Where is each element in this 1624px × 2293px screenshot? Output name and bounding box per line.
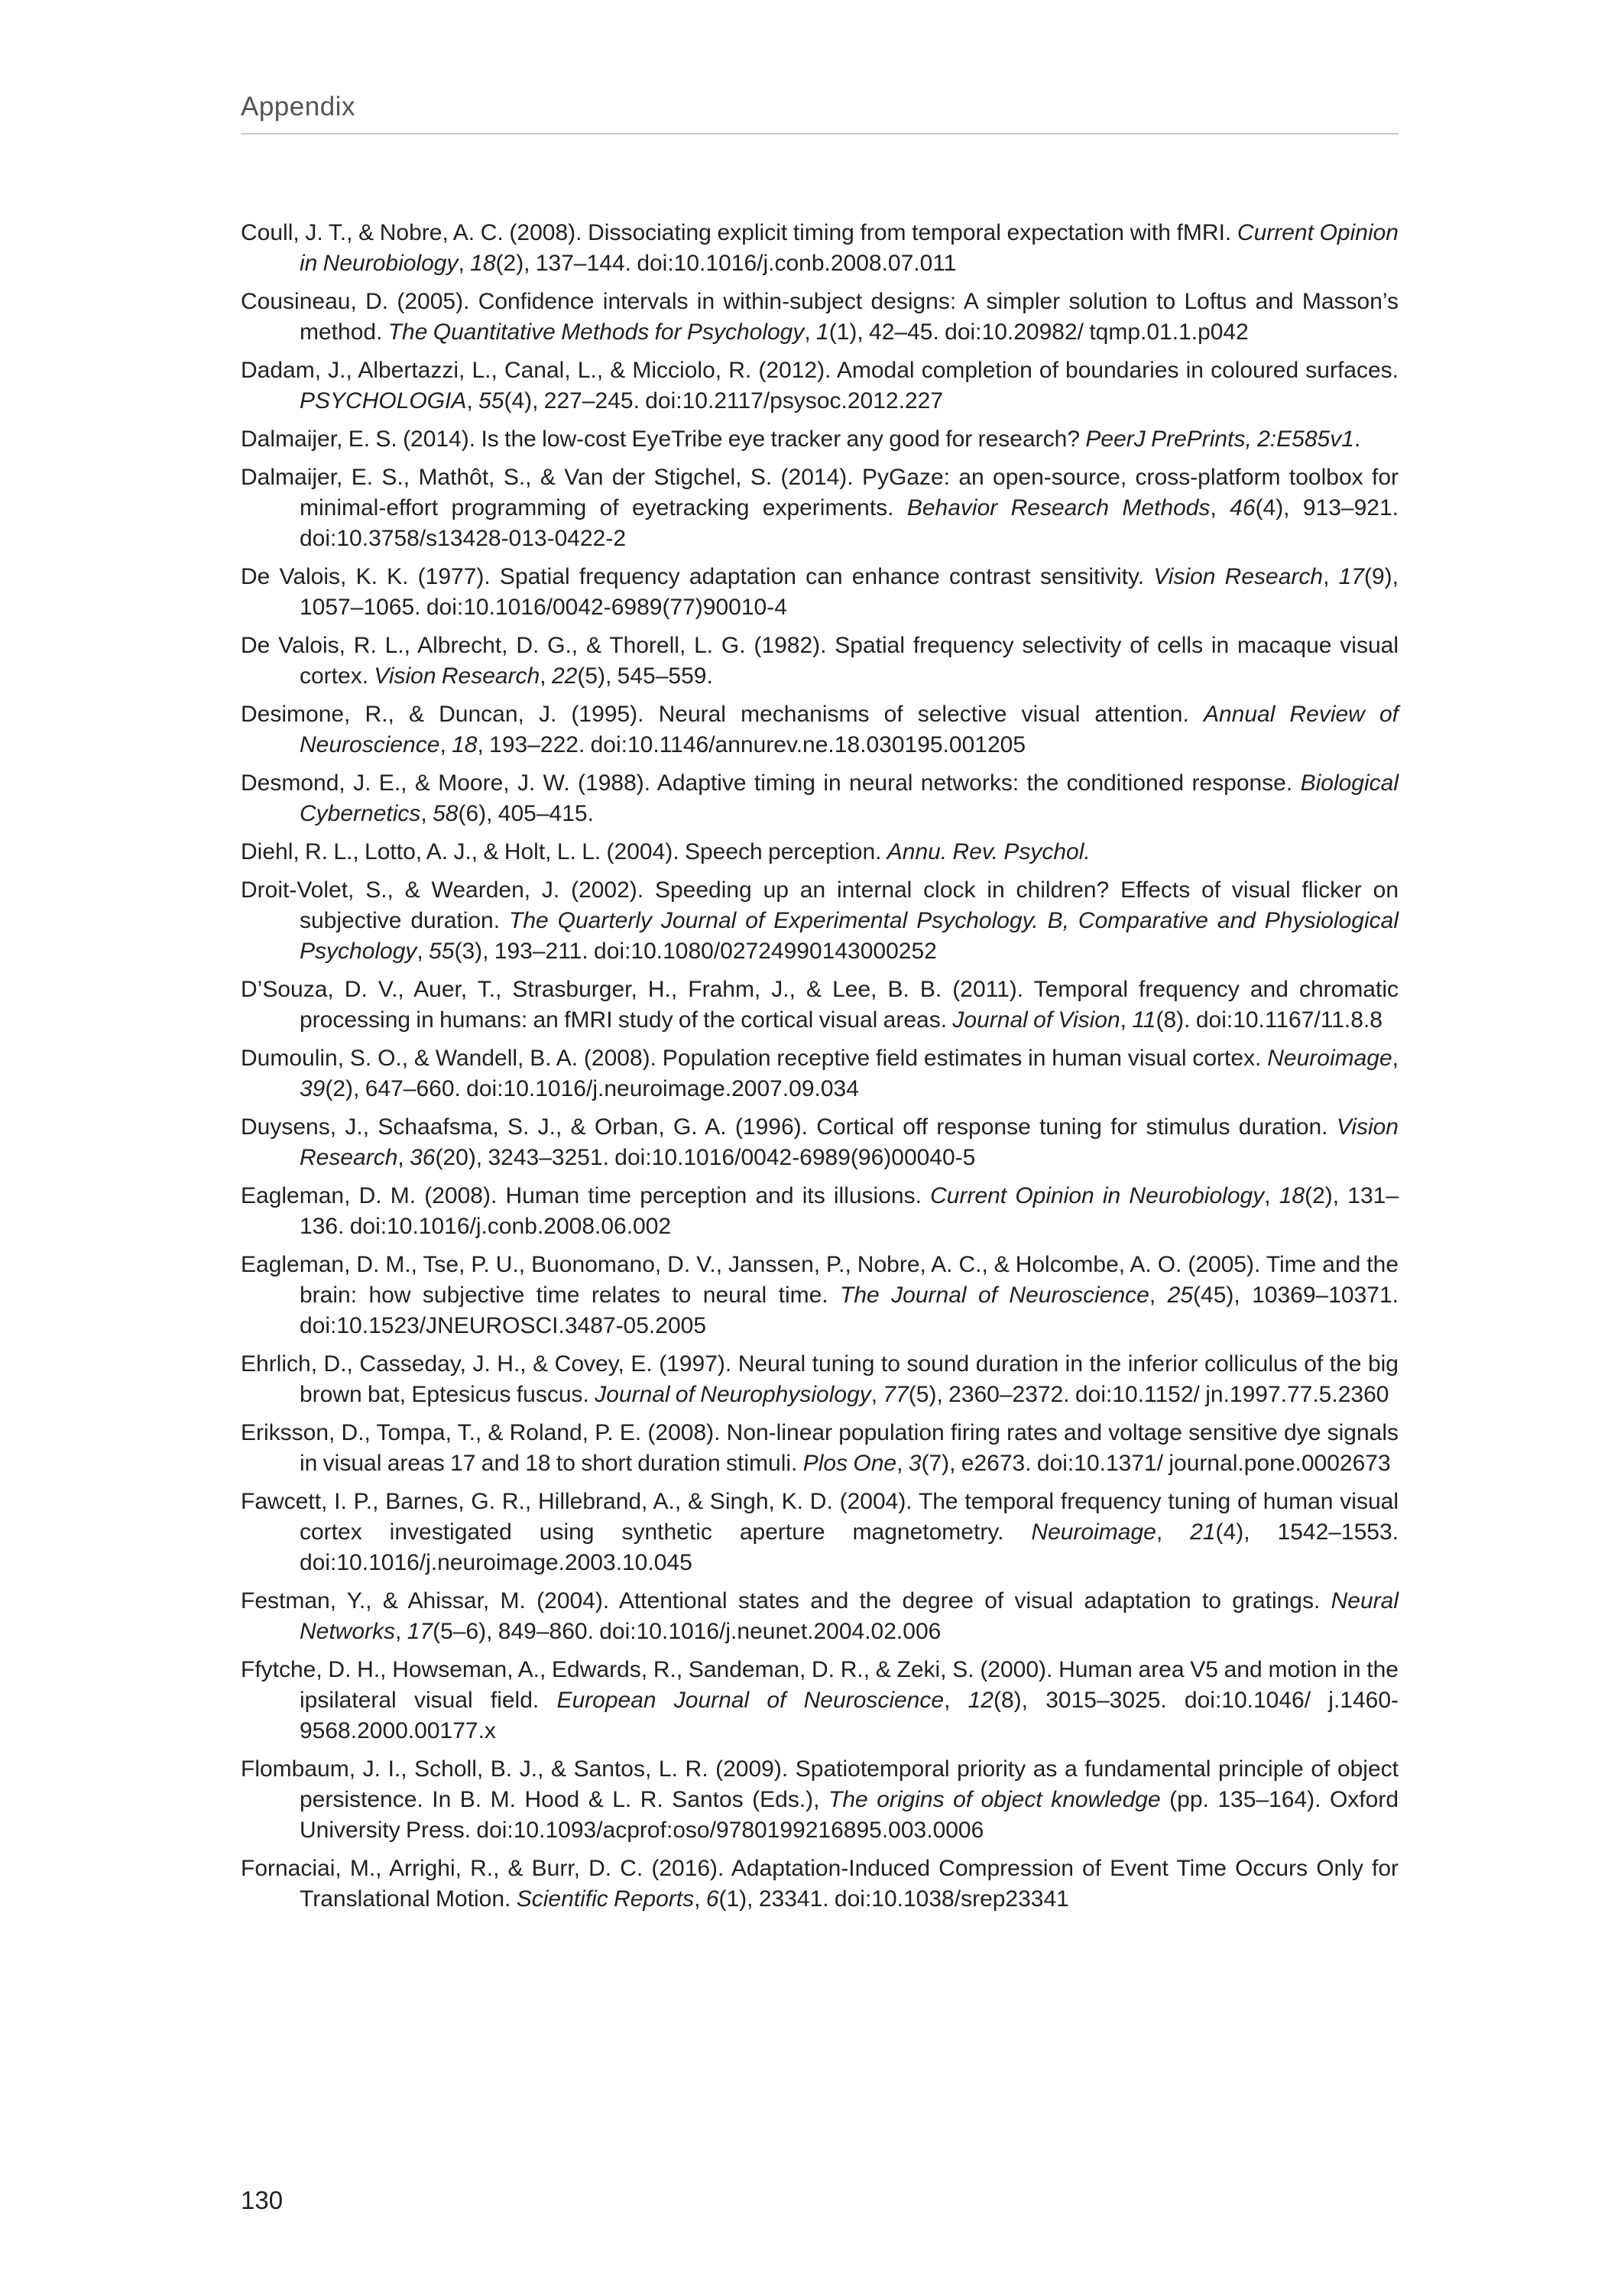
reference-text: , xyxy=(804,319,817,345)
reference-text: (2), 647–660. doi:10.1016/j.neuroimage.2007.09.034 xyxy=(325,1076,859,1101)
reference-text: Dalmaijer, E. S. (2014). Is the low-cost EyeTribe eye tracker any good for research? xyxy=(241,426,1086,452)
reference-italic-text: Annual Review of Neuroscience xyxy=(300,702,1399,757)
reference-italic-text: Vision Research xyxy=(300,1114,1399,1170)
reference-entry xyxy=(241,1586,1399,1647)
reference-italic-text: 25 xyxy=(1167,1283,1194,1308)
reference-text: (45), 10369–10371. doi:10.1523/JNEUROSCI.3487-05.2005 xyxy=(300,1283,1399,1338)
reference-text: (7), e2673. doi:10.1371/ journal.pone.0002673 xyxy=(921,1451,1391,1476)
reference-italic-text: Neuroimage xyxy=(1031,1519,1156,1545)
header-title: Appendix xyxy=(241,92,355,122)
reference-entry xyxy=(241,631,1399,692)
reference-italic-text: Scientific Reports xyxy=(516,1886,695,1912)
reference-list xyxy=(241,218,1399,1922)
reference-text: , xyxy=(870,1382,883,1407)
reference-text: Dadam, J., Albertazzi, L., Canal, L., & Micciolo, R. (2012). Amodal completion of boundaries in coloured surfaces. xyxy=(241,358,1399,383)
reference-italic-text: The Journal of Neuroscience xyxy=(840,1283,1149,1308)
reference-italic-text: Current Opinion in Neurobiology xyxy=(300,220,1399,276)
reference-text: , xyxy=(540,663,552,689)
reference-text: (pp. 135–164). Oxford University Press. doi:10.1093/acprof:oso/9780199216895.003.0006 xyxy=(300,1787,1399,1843)
reference-entry xyxy=(241,1754,1399,1846)
reference-text: (2), 131–136. doi:10.1016/j.conb.2008.06.002 xyxy=(300,1183,1399,1239)
reference-entry xyxy=(241,424,1399,455)
reference-text: , xyxy=(1156,1519,1191,1545)
reference-entry xyxy=(241,1112,1399,1173)
reference-italic-text: Neural Networks xyxy=(300,1588,1399,1644)
reference-text: , xyxy=(458,251,471,276)
reference-entry xyxy=(241,975,1399,1036)
page-number: 130 xyxy=(241,2186,284,2214)
reference-italic-text: Current Opinion in Neurobiology xyxy=(930,1183,1265,1208)
reference-italic-text: The Quantitative Methods for Psychology xyxy=(387,319,805,345)
reference-text: (1), 23341. doi:10.1038/srep23341 xyxy=(718,1886,1069,1912)
reference-entry xyxy=(241,1655,1399,1747)
reference-italic-text: Behavior Research Methods xyxy=(906,495,1211,521)
reference-text: (2), 137–144. doi:10.1016/j.conb.2008.07.011 xyxy=(495,251,957,276)
reference-text: Flombaum, J. I., Scholl, B. J., & Santos, L. R. (2009). Spatiotemporal priority as a fundamental principle of object persistence. In B. M. Hood & L. R. Santos (Eds.), xyxy=(241,1756,1399,1812)
reference-entry xyxy=(241,218,1399,279)
reference-italic-text: 77 xyxy=(883,1382,909,1407)
reference-italic-text: 18 xyxy=(452,732,478,757)
reference-text: Dumoulin, S. O., & Wandell, B. A. (2008). Population receptive field estimates in human visual cortex. xyxy=(241,1046,1268,1071)
reference-italic-text: 39 xyxy=(300,1076,326,1101)
reference-text: (5), 2360–2372. doi:10.1152/ jn.1997.77.5.2360 xyxy=(908,1382,1389,1407)
reference-italic-text: 22 xyxy=(551,663,578,689)
reference-italic-text: 36 xyxy=(410,1145,436,1170)
reference-text: Dalmaijer, E. S., Mathôt, S., & Van der Stigchel, S. (2014). PyGaze: an open-source, cross-platform toolbox for minimal-effort programming of eyetracking experiments. xyxy=(241,465,1399,521)
reference-italic-text: 17 xyxy=(1338,564,1364,589)
reference-entry xyxy=(241,699,1399,761)
reference-text: (8). doi:10.1167/11.8.8 xyxy=(1156,1007,1383,1033)
reference-italic-text: The origins of object knowledge xyxy=(828,1787,1161,1812)
reference-entry xyxy=(241,287,1399,348)
reference-text: , xyxy=(1120,1007,1133,1033)
reference-text: , xyxy=(1264,1183,1279,1208)
reference-italic-text: 55 xyxy=(478,388,504,414)
reference-text: , xyxy=(944,1688,968,1713)
reference-text: Eagleman, D. M., Tse, P. U., Buonomano, D. V., Janssen, P., Nobre, A. C., & Holcombe, A. O. (2005). Time and the brain: how subjective time relates to neural time. xyxy=(241,1252,1399,1308)
reference-text: Coull, J. T., & Nobre, A. C. (2008). Dissociating explicit timing from temporal expectation with fMRI. xyxy=(241,220,1237,245)
reference-text: , 193–222. doi:10.1146/annurev.ne.18.030195.001205 xyxy=(477,732,1026,757)
reference-text: Desmond, J. E., & Moore, J. W. (1988). Adaptive timing in neural networks: the conditioned response. xyxy=(241,770,1301,796)
reference-text: (9), 1057–1065. doi:10.1016/0042-6989(77)90010-4 xyxy=(300,564,1399,620)
reference-text: Desimone, R., & Duncan, J. (1995). Neural mechanisms of selective visual attention. xyxy=(241,702,1204,727)
running-header xyxy=(241,90,1399,135)
reference-italic-text: 46 xyxy=(1230,495,1256,521)
reference-italic-text: 11 xyxy=(1132,1007,1156,1033)
reference-italic-text: Vision Research xyxy=(1153,564,1324,589)
reference-italic-text: 3 xyxy=(908,1451,922,1476)
reference-entry xyxy=(241,1043,1399,1104)
reference-italic-text: Journal of Neurophysiology xyxy=(595,1382,871,1407)
reference-text: (4), 227–245. doi:10.2117/psysoc.2012.227 xyxy=(504,388,944,414)
reference-text: D’Souza, D. V., Auer, T., Strasburger, H., Frahm, J., & Lee, B. B. (2011). Temporal frequency and chromatic processing in humans: an fMRI study of the cortical visual areas. xyxy=(241,977,1399,1033)
reference-text: , xyxy=(1210,495,1230,521)
reference-text: (5–6), 849–860. doi:10.1016/j.neunet.2004.02.006 xyxy=(433,1619,942,1644)
reference-text: (3), 193–211. doi:10.1080/02724990143000252 xyxy=(454,939,937,964)
reference-italic-text: Biological Cybernetics xyxy=(300,770,1399,826)
reference-text: , xyxy=(466,388,479,414)
reference-italic-text: 18 xyxy=(470,251,496,276)
reference-italic-text: Vision Research xyxy=(374,663,540,689)
reference-italic-text: 6 xyxy=(705,1886,719,1912)
reference-text: Festman, Y., & Ahissar, M. (2004). Attentional states and the degree of visual adaptation to gratings. xyxy=(241,1588,1331,1614)
reference-text: Eagleman, D. M. (2008). Human time perception and its illusions. xyxy=(241,1183,931,1208)
reference-text: , xyxy=(1392,1046,1399,1071)
reference-italic-text: Neuroimage xyxy=(1267,1046,1392,1071)
reference-italic-text: Journal of Vision xyxy=(952,1007,1120,1033)
reference-text: De Valois, K. K. (1977). Spatial frequency adaptation can enhance contrast sensitivity. xyxy=(241,564,1154,589)
reference-entry xyxy=(241,1181,1399,1242)
reference-text: (6), 405–415. xyxy=(458,801,594,826)
reference-entry xyxy=(241,462,1399,554)
reference-text: . xyxy=(1353,426,1361,452)
reference-text: , xyxy=(417,939,430,964)
reference-text: , xyxy=(1323,564,1339,589)
reference-text: (8), 3015–3025. doi:10.1046/ j.1460-9568.2000.00177.x xyxy=(300,1688,1399,1743)
reference-entry xyxy=(241,1418,1399,1479)
reference-text: (5), 545–559. xyxy=(577,663,713,689)
reference-text: Cousineau, D. (2005). Confidence intervals in within-subject designs: A simpler solution to Loftus and Masson’s method. xyxy=(241,289,1399,345)
reference-entry xyxy=(241,1250,1399,1341)
reference-text: , xyxy=(439,732,452,757)
reference-entry xyxy=(241,837,1399,868)
reference-italic-text: Plos One xyxy=(802,1451,897,1476)
reference-text: Droit-Volet, S., & Wearden, J. (2002). Speeding up an internal clock in children? Effects of visual flicker on subjective duration. xyxy=(241,877,1399,933)
reference-entry xyxy=(241,1349,1399,1410)
reference-text: , xyxy=(1149,1283,1168,1308)
reference-italic-text: European Journal of Neuroscience xyxy=(556,1688,945,1713)
reference-italic-text: The Quarterly Journal of Experimental Psychology. B, Comparative and Physiological Psychology xyxy=(300,908,1399,964)
reference-italic-text: PeerJ PrePrints, 2:E585v1 xyxy=(1085,426,1354,452)
reference-italic-text: PSYCHOLOGIA xyxy=(300,388,467,414)
reference-italic-text: 55 xyxy=(429,939,455,964)
reference-text: Eriksson, D., Tompa, T., & Roland, P. E. (2008). Non-linear population firing rates and voltage sensitive dye signals in visual areas 17 and 18 to short duration stimuli. xyxy=(241,1420,1399,1476)
reference-entry xyxy=(241,875,1399,967)
reference-text: Ehrlich, D., Casseday, J. H., & Covey, E. (1997). Neural tuning to sound duration in the inferior colliculus of the big brown bat, Eptesicus fuscus. xyxy=(241,1351,1399,1407)
reference-text: (1), 42–45. doi:10.20982/ tqmp.01.1.p042 xyxy=(828,319,1249,345)
reference-text: (20), 3243–3251. doi:10.1016/0042-6989(96)00040-5 xyxy=(435,1145,976,1170)
reference-italic-text: 17 xyxy=(407,1619,433,1644)
reference-text: , xyxy=(694,1886,706,1912)
reference-text: Diehl, R. L., Lotto, A. J., & Holt, L. L. (2004). Speech perception. xyxy=(241,839,887,864)
reference-text: Fawcett, I. P., Barnes, G. R., Hillebrand, A., & Singh, K. D. (2004). The temporal frequency tuning of human visual cortex investigated using synthetic aperture magnetometry. xyxy=(241,1489,1399,1545)
reference-entry xyxy=(241,1487,1399,1578)
reference-text: , xyxy=(420,801,433,826)
reference-text: Ffytche, D. H., Howseman, A., Edwards, R., Sandeman, D. R., & Zeki, S. (2000). Human area V5 and motion in the ipsilateral visual field. xyxy=(241,1657,1399,1713)
reference-italic-text: 21 xyxy=(1190,1519,1216,1545)
reference-entry xyxy=(241,562,1399,623)
reference-text: (4), 913–921. doi:10.3758/s13428-013-0422-2 xyxy=(300,495,1399,551)
reference-text: , xyxy=(395,1619,407,1644)
reference-italic-text: 18 xyxy=(1279,1183,1305,1208)
reference-entry xyxy=(241,768,1399,829)
reference-italic-text: Annu. Rev. Psychol. xyxy=(887,839,1091,864)
reference-text: (4), 1542–1553. doi:10.1016/j.neuroimage.2003.10.045 xyxy=(300,1519,1399,1575)
reference-text: Fornaciai, M., Arrighi, R., & Burr, D. C. (2016). Adaptation-Induced Compression of Event Time Occurs Only for Translational Motion. xyxy=(241,1856,1399,1912)
reference-italic-text: 12 xyxy=(968,1688,994,1713)
reference-entry xyxy=(241,1854,1399,1915)
reference-text: , xyxy=(896,1451,909,1476)
reference-italic-text: 58 xyxy=(433,801,459,826)
reference-text: De Valois, R. L., Albrecht, D. G., & Thorell, L. G. (1982). Spatial frequency selectivity of cells in macaque visual cortex. xyxy=(241,633,1399,689)
reference-entry xyxy=(241,355,1399,417)
reference-text: , xyxy=(397,1145,410,1170)
reference-text: Duysens, J., Schaafsma, S. J., & Orban, G. A. (1996). Cortical off response tuning for stimulus duration. xyxy=(241,1114,1337,1140)
reference-italic-text: 1 xyxy=(816,319,829,345)
